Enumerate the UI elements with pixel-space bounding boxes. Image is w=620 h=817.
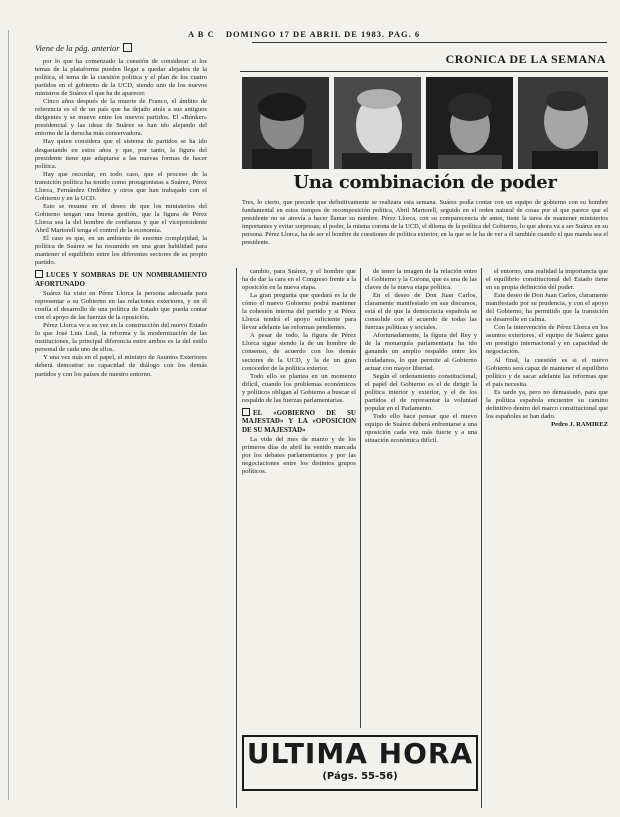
paragraph: Pérez Llorca ve a su vez en la construcción del nuevo Estado lo que José Luis Leal, la reforma y la modernización de las instituciones, la principal diferencia entre ambos es la del estilo personal de cada uno de ellos. <box>35 322 207 354</box>
paragraph: Hay quien considera que el sistema de partidos se ha ido desgastando en estos años y que, por tanto, la figura del presidente tiene que adaptarse a las nuevas formas de hacer política. <box>35 138 207 170</box>
column-2 <box>242 268 356 718</box>
header-rule <box>252 42 607 43</box>
paragraph: el entorno, una realidad la importancia que el equilibrio constitucional del Estado tiene en su propia definición del poder. <box>486 268 608 292</box>
paragraph: La gran pregunta que quedará es la de cómo el nuevo Gobierno podrá mantener la cohesión interna del partido y si Pérez Llorca tendrá el apoyo suficiente para llevar adelante las reformas pendientes. <box>242 292 356 332</box>
photo-caption: Tres, lo cierto, que precede que definitivamente se realizara esta semana. Suárez podía contar con un equipo de gobierno con su hombre fundamental en estos tiempos de recomposición política, Abril Martorell, seguido en el orden natural de cosas por el que parece que el presidente no se atrevía a hacer llamar su nombre. Pérez Llorca, con su comparecencia de antes, tiene la tarea de mantener ministerios importantes y evitar sorpresas; el poder, la misma corona de la UCD, el dilema de la política del Gobierno, lo que ahora va a ser Suárez en su persona. Pérez Llorca, ha de ser el hombre de cuestiones de política exterior, en la que se le ha de ver a él también cuando el que manda sea el presidente. <box>242 199 608 246</box>
portrait-photo-3 <box>426 77 513 169</box>
subheading-text: EL «GOBIERNO DE SU MAJESTAD» Y LA «OPOSICION DE SU MAJESTAD» <box>242 408 356 434</box>
subheading <box>35 270 207 288</box>
paragraph: Cinco años después de la muerte de Franco, el ámbito de referencia es el de un país que ha dejado atrás a sus antiguos dirigentes y se mueve entre los nuevos partidos. El «Búnker» presidencial y las ideas de Suárez se han ido alejando del entorno de la derecha más conservadora. <box>35 98 207 138</box>
continued-text: Viene de la pág. anterior <box>35 43 120 53</box>
subheading-text: LUCES Y SOMBRAS DE UN NOMBRAMIENTO AFORTUNADO <box>35 271 207 288</box>
paragraph: Según el ordenamiento constitucional, el papel del Gobierno es el de dirigir la política interior y exterior, y el de los partidos el de representar la voluntad popular en el Parlamento. <box>365 372 477 412</box>
paragraph: Todo ello hace pensar que el nuevo equipo de Suárez deberá enfrentarse a una oposición cada vez más fuerte y a una situación económica difícil. <box>365 412 477 444</box>
column-divider <box>481 268 482 808</box>
paragraph: Al final, la cuestión es si el nuevo Gobierno será capaz de mantener el equilibrio político y de sacar adelante las reformas que el país necesita. <box>486 356 608 388</box>
paragraph: El caso es que, en un ambiente de enorme complejidad, la política de Suárez se ha resumido en una gran habilidad para mantener el equilibrio entre los diferentes sectores de su propio partido. <box>35 235 207 267</box>
square-icon <box>35 270 43 278</box>
ultima-hora-box[interactable] <box>242 735 478 791</box>
ultima-hora-pages: (Págs. 55-56) <box>322 771 398 782</box>
square-icon <box>123 43 132 52</box>
column-4 <box>486 268 608 808</box>
subheading <box>242 408 356 434</box>
paragraph: por lo que ha comenzado la cuestión de considerar si los temas de la plataforma pueden llegar a quedar alejados de la política, el tema de la cuestión política y el plan de los cuatro partidos en el gobierno de la UCD, siendo uno de los nuevos ministros de Suárez el que ha de aparecer. <box>35 58 207 98</box>
page-edge <box>8 30 9 800</box>
paragraph: Afortunadamente, la figura del Rey y de la monarquía parlamentaria ha ido ganando un amplio respaldo entre los ciudadanos, lo que permite al Gobierno actuar con mayor libertad. <box>365 332 477 372</box>
paragraph: cambio, para Suárez, y el hombre que ha de dar la cara en el Congreso frente a la oposición en la nueva etapa. <box>242 268 356 292</box>
paper-name: A B C <box>188 29 215 39</box>
paragraph: de tener la imagen de la relación entre el Gobierno y la Corona, que es una de las claves de la nueva etapa política. <box>365 268 477 292</box>
paragraph: Con la intervención de Pérez Llorca en los asuntos exteriores, el equipo de Suárez gana en prestigio internacional y en capacidad de negociación. <box>486 324 608 356</box>
portrait-photo-4 <box>518 77 608 169</box>
page-date: DOMINGO 17 DE ABRIL DE 1983. PAG. 6 <box>225 29 421 39</box>
page-header <box>188 29 608 43</box>
paragraph: Este deseo de Don Juan Carlos, claramente manifestado por su prudencia, y con el apoyo del Gobierno, ha permitido que la transición se desarrolle en calma. <box>486 292 608 324</box>
paragraph: Suárez ha visto en Pérez Llorca la persona adecuada para representar a su Gobierno en las relaciones exteriores, y en él confía el desarrollo de una política de Estado que pueda contar con el apoyo de las fuerzas de la oposición. <box>35 290 207 322</box>
paragraph: En el deseo de Don Juan Carlos, claramente manifestado en sus discursos, está el de que la democracia española se consolide con el acuerdo de todas las fuerzas políticas y sociales. <box>365 292 477 332</box>
author-signature: Pedro J. RAMIREZ <box>551 420 608 428</box>
column-divider <box>236 268 237 808</box>
paragraph: Hay que recordar, en todo caso, que el proceso de la transición política ha tenido como protagonistas a Suárez, Pérez Llorca, Fernández Ordóñez y otros que han trabajado con el Gobierno y en la UCD. <box>35 170 207 202</box>
section-rule <box>240 71 608 72</box>
portrait-photo-1 <box>242 77 329 169</box>
article-headline: Una combinación de poder <box>293 172 557 193</box>
paragraph: Es tarde ya, pero no demasiado, para que la política española encuentre su camino definitivo dentro del marco constitucional que los españoles se han dado. <box>486 388 608 420</box>
column-divider <box>360 268 361 728</box>
continued-label <box>35 43 205 57</box>
square-icon <box>242 408 250 416</box>
column-1 <box>35 58 207 812</box>
paragraph: Y una vez más en el papel, el ministro de Asuntos Exteriores deberá demostrar su capacidad de diálogo con los demás partidos y con los países de nuestro entorno. <box>35 354 207 378</box>
photo-strip <box>242 77 608 169</box>
paragraph: A pesar de todo, la figura de Pérez Llorca sigue siendo la de un hombre de consenso, de acuerdo con los demás sectores de la UCD, y la de un gran conocedor de la política exterior. <box>242 332 356 372</box>
section-title: CRONICA DE LA SEMANA <box>445 52 606 66</box>
paragraph: La vida del mes de marzo y de los primeros días de abril ha venido marcada por los debates parlamentarios y por las negociaciones entre los distintos grupos políticos. <box>242 436 356 476</box>
paragraph: Todo ello se plantea en un momento difícil, cuando los problemas económicos y políticos obligan al Gobierno a buscar el respaldo de las fuerzas parlamentarias. <box>242 372 356 404</box>
paragraph: Esto se resume en el deseo de que los ministerios del Gobierno tengan una buena gestión, que la figura de Pérez Llorca sea la del hombre de confianza y que el vicepresidente Abril Martorell tenga el control de la economía. <box>35 202 207 234</box>
column-3 <box>365 268 477 788</box>
ultima-hora-title: ULTIMA HORA <box>246 737 474 770</box>
portrait-photo-2 <box>334 77 421 169</box>
